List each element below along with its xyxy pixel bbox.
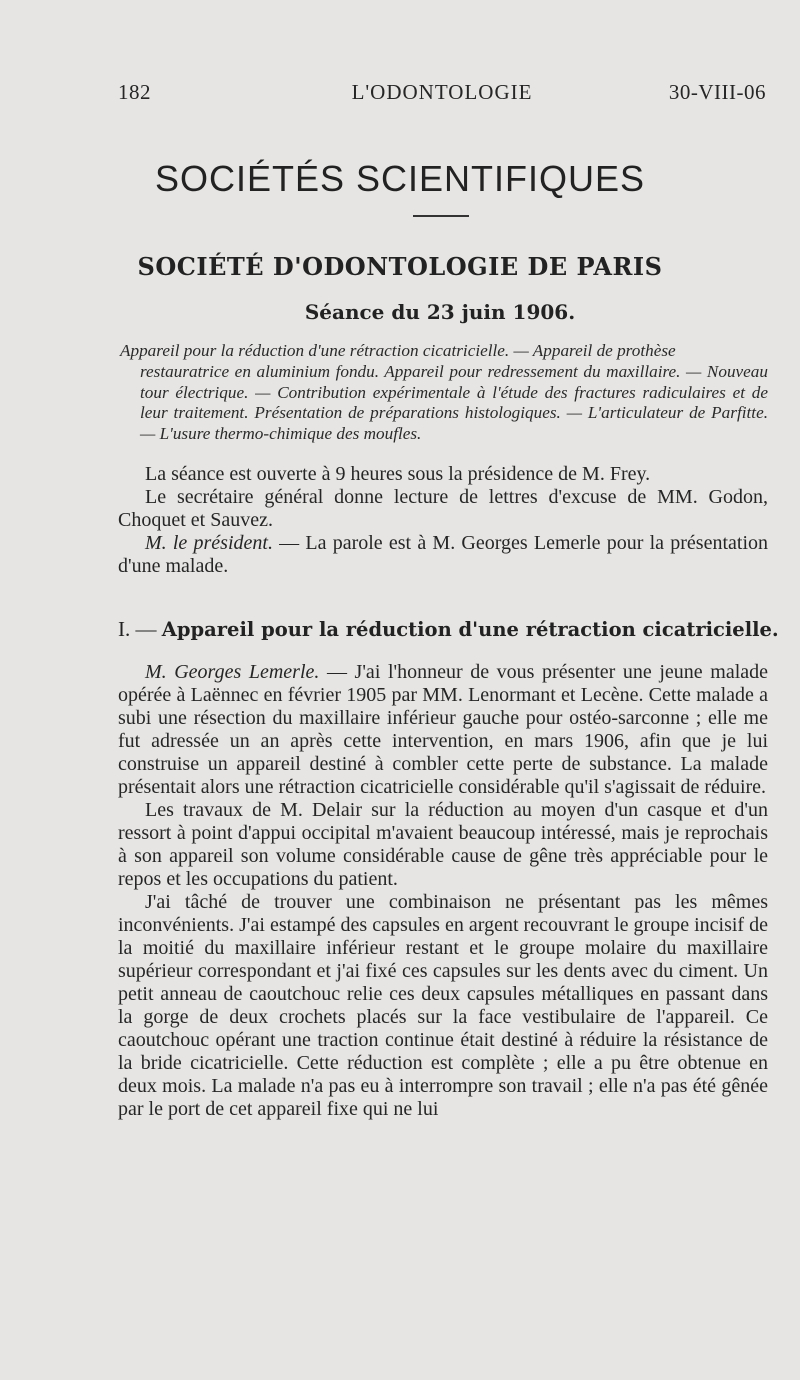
page-number: 182 [118, 80, 151, 104]
seance-date: Séance du 23 juin 1906. [304, 300, 576, 324]
summary-rest: restauratrice en aluminium fondu. Appareil pour redressement du maxillaire. — Nouveau tour électrique. — Contribution expérimentale à l'étude des fractures radiculaires et de leur traitement. Présentation de préparations histologiques. — L'articulateur de Parfitte. — L'usure thermo-chimique des moufles. [140, 361, 768, 444]
session-summary [120, 341, 768, 445]
section-title: SOCIÉTÉS SCIENTIFIQUES [154, 158, 646, 199]
speaker-name: M. Georges Lemerle. [145, 661, 320, 683]
body-paragraph: J'ai tâché de trouver une combinaison ne présentant pas les mêmes inconvénients. J'ai estampé des capsules en argent recouvrant le groupe incisif de la moitié du maxillaire inférieur restant et le groupe molaire du maxillaire supérieur correspondant et j'ai fixé ces capsules sur les dents avec du ciment. Un petit anneau de caoutchouc relie ces deux capsules métalliques en passant dans la gorge de deux crochets placés sur la face vestibulaire de l'appareil. Ce caoutchouc opérant une traction continue était destiné à réduire la résistance de la bride cicatricielle. Cette réduction est complète ; elle a pu être obtenue en deux mois. La malade n'a pas eu à interrompre son travail ; elle n'a pas été gênée par le port de cet appareil fixe qui ne lui [118, 891, 768, 1120]
opening-paragraph [118, 532, 768, 578]
opening-paragraph: Le secrétaire général donne lecture de lettres d'excuse de MM. Godon, Choquet et Sauvez. [118, 486, 768, 531]
speaker-name: M. le président. [145, 532, 273, 554]
section-one-body [118, 661, 768, 1121]
section-heading-title: Appareil pour la réduction d'une rétraction cicatricielle. [161, 618, 779, 641]
issue-date: 30-VIII-06 [668, 80, 766, 104]
body-paragraph: Les travaux de M. Delair sur la réduction au moyen d'un casque et d'un ressort à point d'appui occipital m'avaient beaucoup intéressé, mais je reprochais à son appareil son volume considérable cause de gêne très appréciable pour le repos et les occupations du patient. [118, 799, 768, 890]
speech-text: — J'ai l'honneur de vous présenter une jeune malade opérée à Laënnec en février 1905 par MM. Lenormant et Lecène. Cette malade a subi une résection du maxillaire inférieur gauche pour ostéo-sarconne ; elle me fut adressée un an après cette intervention, en mars 1906, afin que je lui construise un appareil destiné à combler cette perte de substance. La malade présentait alors une rétraction cicatricielle considérable qu'il s'agissait de réduire. [118, 661, 769, 798]
body-paragraph [118, 661, 768, 799]
opening-paragraph: La séance est ouverte à 9 heures sous la présidence de M. Frey. [145, 463, 651, 485]
running-head [118, 80, 766, 108]
speech-text: — La parole est à M. Georges Lemerle pour la présentation d'une malade. [118, 532, 769, 577]
journal-title: L'ODONTOLOGIE [351, 80, 533, 104]
opening-paragraphs [118, 463, 768, 578]
title-rule [413, 215, 469, 217]
society-title: SOCIÉTÉ D'ODONTOLOGIE DE PARIS [137, 252, 663, 281]
section-number: I. — [118, 617, 162, 641]
summary-line-1: Appareil pour la réduction d'une rétraction cicatricielle. — Appareil de prothèse [120, 341, 676, 360]
section-heading-one [118, 617, 798, 642]
